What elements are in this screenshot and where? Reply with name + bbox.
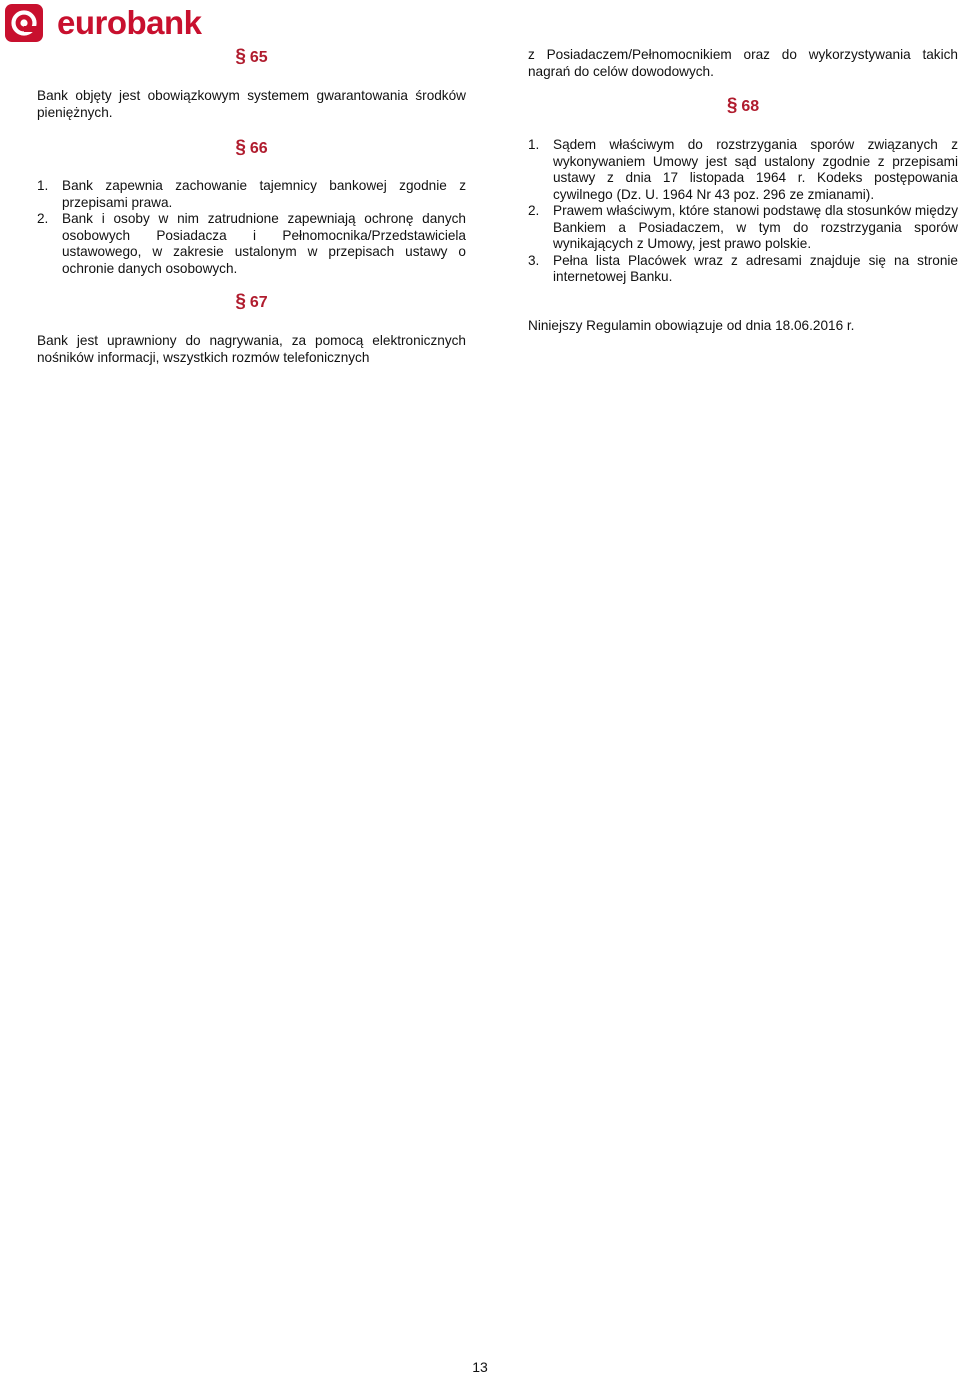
list-item xyxy=(528,137,958,203)
section-65-text: Bank objęty jest obowiązkowym systemem gwarantowania środków pieniężnych. xyxy=(37,88,466,120)
list-item-number: 2. xyxy=(37,211,49,226)
eurobank-logo xyxy=(5,4,202,42)
eurobank-logo-icon xyxy=(5,4,43,42)
section-symbol: § xyxy=(726,95,738,116)
list-item-text: Pełna lista Placówek wraz z adresami znajduje się na stronie internetowej Banku. xyxy=(553,252,958,284)
list-item xyxy=(528,203,958,253)
section-68-list xyxy=(528,137,958,286)
list-item-number: 3. xyxy=(528,252,540,268)
section-heading-66 xyxy=(37,138,466,159)
list-item-number: 1. xyxy=(37,178,49,193)
section-heading-67 xyxy=(37,292,466,313)
section-number: 67 xyxy=(249,294,268,311)
section-symbol: § xyxy=(235,46,246,67)
closing-statement: Niniejszy Regulamin obowiązuje od dnia 18.06.2016 r. xyxy=(528,318,855,333)
section-67-text: Bank jest uprawniony do nagrywania, za pomocą elektronicznych nośników informacji, wszystkich rozmów telefonicznych xyxy=(37,333,466,365)
logo-wordmark: eurobank xyxy=(57,4,202,41)
section-number: 66 xyxy=(249,140,268,157)
list-item-text: Prawem właściwym, które stanowi podstawę dla stosunków między Bankiem a Posiadaczem, w tym do rozstrzygania sporów wynikających z Umowy, jest prawo polskie. xyxy=(553,203,958,251)
list-item xyxy=(37,211,466,277)
list-item-number: 2. xyxy=(528,203,540,218)
list-item-text: Bank zapewnia zachowanie tajemnicy bankowej zgodnie z przepisami prawa. xyxy=(62,178,466,210)
list-item xyxy=(528,253,958,286)
section-symbol: § xyxy=(235,137,246,158)
section-heading-65 xyxy=(37,47,466,68)
list-item-number: 1. xyxy=(528,137,540,152)
section-67-continuation: z Posiadaczem/Pełnomocnikiem oraz do wykorzystywania takich nagrań do celów dowodowych. xyxy=(528,47,958,79)
section-number: 68 xyxy=(741,98,760,115)
page-number: 13 xyxy=(472,1359,488,1375)
section-symbol: § xyxy=(235,291,246,312)
list-item xyxy=(37,178,466,211)
section-number: 65 xyxy=(249,49,268,66)
list-item-text: Bank i osoby w nim zatrudnione zapewniają ochronę danych osobowych Posiadacza i Pełnomocnika/Przedstawiciela ustawowego, w zakresie ustalonym w przepisach ustawy o ochronie danych osobowych. xyxy=(62,211,466,276)
list-item-text: Sądem właściwym do rozstrzygania sporów związanych z wykonywaniem Umowy jest sąd ustalony zgodnie z przepisami ustawy z dnia 17 listopada 1964 r. Kodeks postępowania cywilnego (Dz. U. 1964 Nr 43 poz. 296 ze zmianami). xyxy=(553,137,958,202)
section-66-list xyxy=(37,178,466,277)
section-heading-68 xyxy=(528,96,958,117)
